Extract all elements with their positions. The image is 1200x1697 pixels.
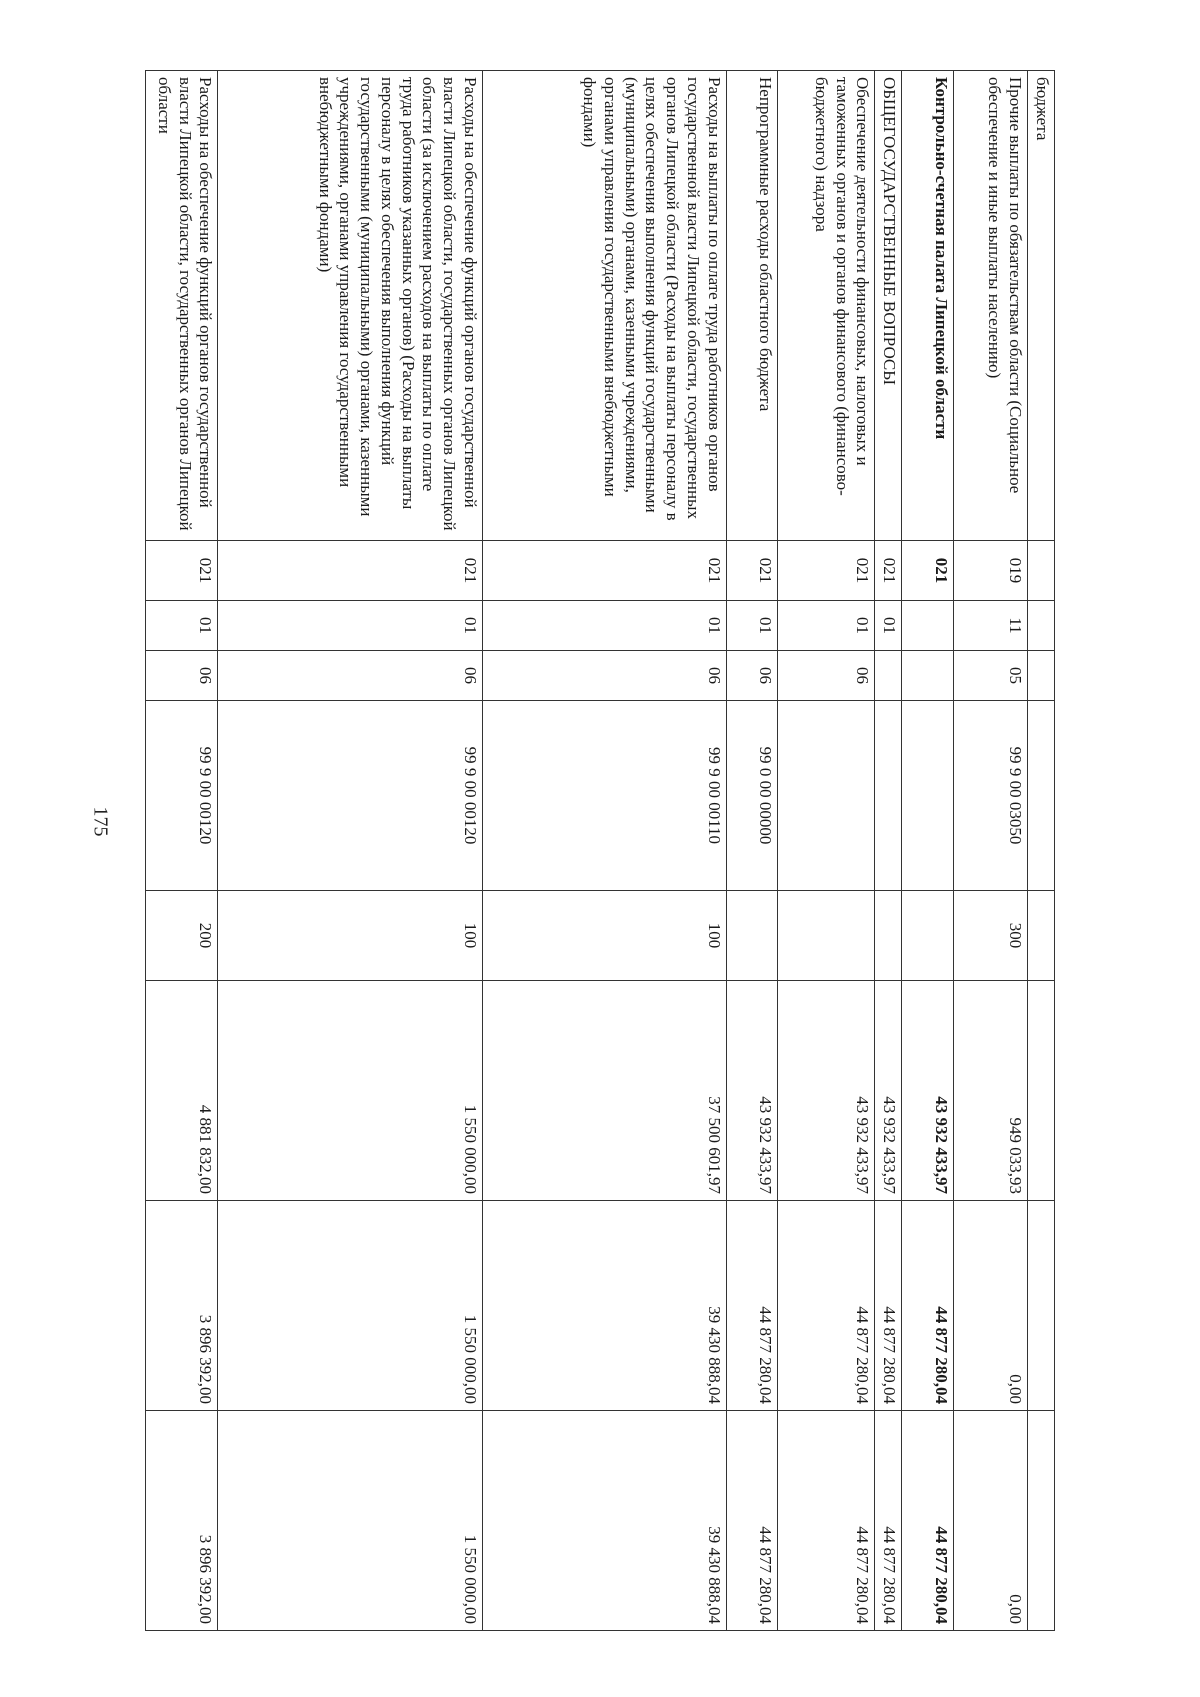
row-gr <box>1028 541 1055 601</box>
row-sum-1: 43 932 433,97 <box>875 981 902 1201</box>
table-row <box>778 71 875 1631</box>
rotated-table-container <box>145 70 1055 1630</box>
table-row <box>1028 71 1055 1631</box>
row-gr: 021 <box>778 541 875 601</box>
row-pr: 05 <box>953 651 1027 701</box>
row-cs <box>1028 701 1055 891</box>
row-pr <box>1028 651 1055 701</box>
budget-table <box>145 70 1055 1631</box>
row-vr <box>726 891 778 981</box>
table-row <box>218 71 482 1631</box>
row-sum-1: 43 932 433,97 <box>726 981 778 1201</box>
row-sum-1: 4 881 832,00 <box>146 981 218 1201</box>
row-sum-1: 37 500 601,97 <box>482 981 726 1201</box>
row-rz: 01 <box>778 601 875 651</box>
row-vr: 100 <box>482 891 726 981</box>
row-sum-3: 1 550 000,00 <box>218 1411 482 1631</box>
table-row <box>146 71 218 1631</box>
row-gr: 021 <box>218 541 482 601</box>
row-name: Непрограммные расходы областного бюджета <box>726 71 778 541</box>
row-cs: 99 0 00 00000 <box>726 701 778 891</box>
row-sum-2: 1 550 000,00 <box>218 1201 482 1411</box>
row-cs: 99 9 00 00120 <box>146 701 218 891</box>
row-sum-2 <box>1028 1201 1055 1411</box>
row-sum-1 <box>1028 981 1055 1201</box>
row-rz: 01 <box>726 601 778 651</box>
row-rz: 01 <box>218 601 482 651</box>
table-row <box>875 71 902 1631</box>
row-gr: 021 <box>146 541 218 601</box>
row-name: Расходы на обеспечение функций органов государственной власти Липецкой области, государственных органов Липецкой области <box>146 71 218 541</box>
row-cs <box>902 701 954 891</box>
row-cs: 99 9 00 00110 <box>482 701 726 891</box>
row-rz: 11 <box>953 601 1027 651</box>
row-rz <box>1028 601 1055 651</box>
row-sum-2: 39 430 888,04 <box>482 1201 726 1411</box>
row-sum-1: 949 033,93 <box>953 981 1027 1201</box>
row-sum-2: 3 896 392,00 <box>146 1201 218 1411</box>
row-name: ОБЩЕГОСУДАРСТВЕННЫЕ ВОПРОСЫ <box>875 71 902 541</box>
row-sum-3: 44 877 280,04 <box>902 1411 954 1631</box>
row-sum-1: 43 932 433,97 <box>778 981 875 1201</box>
row-name: бюджета <box>1028 71 1055 541</box>
row-rz <box>902 601 954 651</box>
row-sum-3: 44 877 280,04 <box>875 1411 902 1631</box>
row-sum-1: 43 932 433,97 <box>902 981 954 1201</box>
row-name: Контрольно-счетная палата Липецкой области <box>902 71 954 541</box>
row-sum-2: 44 877 280,04 <box>902 1201 954 1411</box>
table-row <box>902 71 954 1631</box>
row-cs: 99 9 00 00120 <box>218 701 482 891</box>
row-sum-2: 44 877 280,04 <box>875 1201 902 1411</box>
row-vr: 100 <box>218 891 482 981</box>
row-sum-3: 3 896 392,00 <box>146 1411 218 1631</box>
row-pr: 06 <box>482 651 726 701</box>
table-body <box>146 71 1055 1631</box>
row-cs <box>875 701 902 891</box>
row-sum-3 <box>1028 1411 1055 1631</box>
row-name: Расходы на выплаты по оплате труда работников органов государственной власти Липецкой области, государственных органов Липецкой области (Расходы на выплаты персоналу в целях обеспечения выполнения функций государственными (муниципальными) органами, казенными учреждениями, органами управления государственными внебюджетными фондами) <box>482 71 726 541</box>
row-sum-1: 1 550 000,00 <box>218 981 482 1201</box>
row-pr: 06 <box>146 651 218 701</box>
row-vr: 300 <box>953 891 1027 981</box>
row-gr: 019 <box>953 541 1027 601</box>
table-row <box>726 71 778 1631</box>
row-pr <box>875 651 902 701</box>
row-name: Прочие выплаты по обязательствам области (Социальное обеспечение и иные выплаты населению) <box>953 71 1027 541</box>
table-row <box>482 71 726 1631</box>
row-cs: 99 9 00 03050 <box>953 701 1027 891</box>
row-sum-2: 44 877 280,04 <box>778 1201 875 1411</box>
row-vr <box>778 891 875 981</box>
row-vr <box>1028 891 1055 981</box>
row-sum-3: 44 877 280,04 <box>726 1411 778 1631</box>
row-gr: 021 <box>482 541 726 601</box>
row-name: Обеспечение деятельности финансовых, налоговых и таможенных органов и органов финансового (финансово-бюджетного) надзора <box>778 71 875 541</box>
row-name: Расходы на обеспечение функций органов государственной власти Липецкой области, государственных органов Липецкой области (за исключением расходов на выплаты по оплате труда работников указанных органов) (Расходы на выплаты персоналу в целях обеспечения выполнения функций государственными (муниципальными) органами, казенными учреждениями, органами управления государственными внебюджетными фондами) <box>218 71 482 541</box>
row-rz: 01 <box>875 601 902 651</box>
row-gr: 021 <box>875 541 902 601</box>
table-row <box>953 71 1027 1631</box>
row-rz: 01 <box>482 601 726 651</box>
row-gr: 021 <box>902 541 954 601</box>
row-sum-3: 44 877 280,04 <box>778 1411 875 1631</box>
row-vr <box>875 891 902 981</box>
row-pr: 06 <box>218 651 482 701</box>
row-sum-3: 0,00 <box>953 1411 1027 1631</box>
row-sum-3: 39 430 888,04 <box>482 1411 726 1631</box>
row-sum-2: 44 877 280,04 <box>726 1201 778 1411</box>
row-rz: 01 <box>146 601 218 651</box>
row-sum-2: 0,00 <box>953 1201 1027 1411</box>
row-pr: 06 <box>778 651 875 701</box>
page-number: 175 <box>89 806 112 837</box>
row-pr <box>902 651 954 701</box>
row-vr: 200 <box>146 891 218 981</box>
row-gr: 021 <box>726 541 778 601</box>
row-cs <box>778 701 875 891</box>
row-pr: 06 <box>726 651 778 701</box>
row-vr <box>902 891 954 981</box>
